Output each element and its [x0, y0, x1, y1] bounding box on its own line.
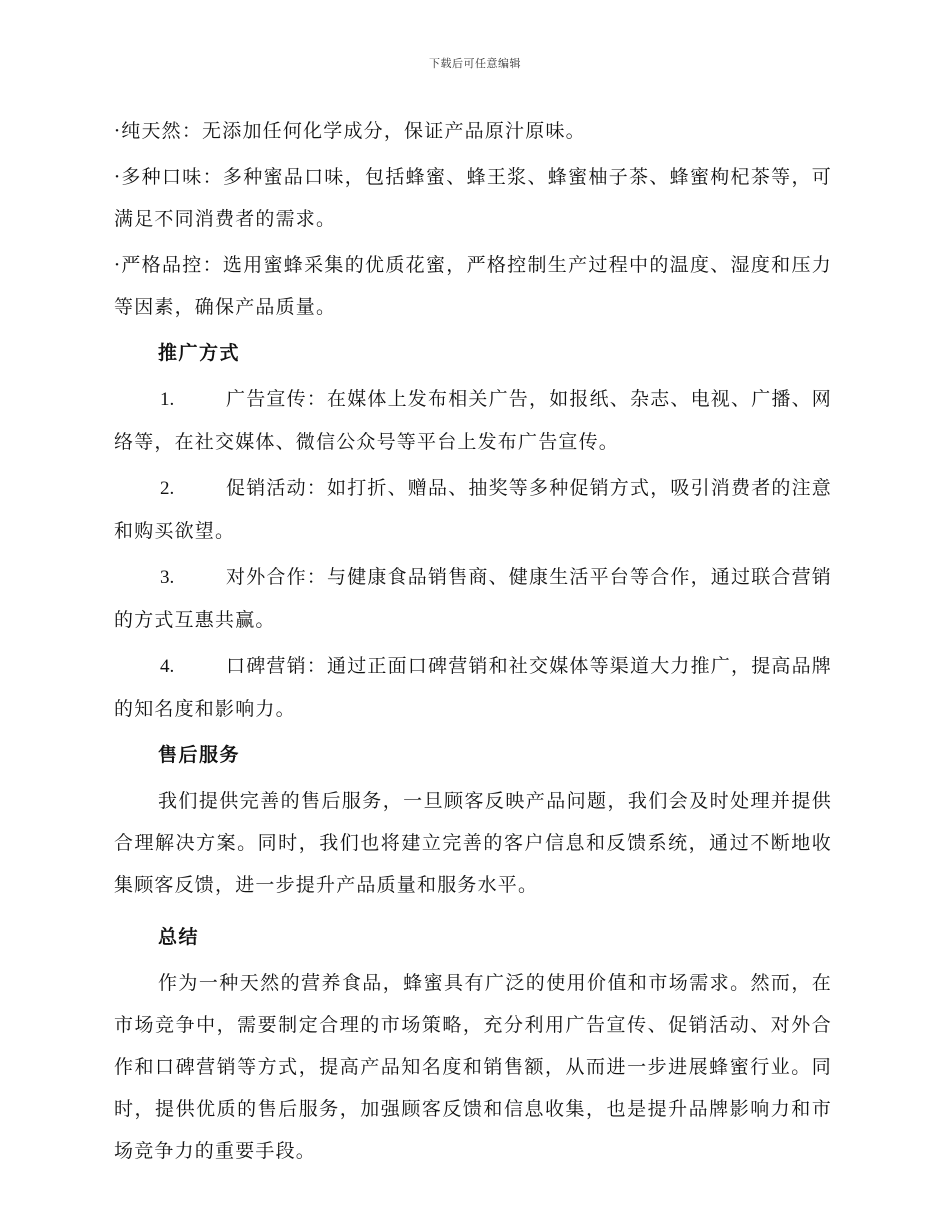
list-number: 2.: [160, 478, 175, 499]
list-number: 1.: [160, 389, 175, 410]
list-number: 4.: [160, 656, 175, 677]
list-item-text: 对外合作：与健康食品销售商、健康生活平台等合作，通过联合营销的方式互惠共赢。: [114, 566, 833, 631]
document-body: [114, 110, 832, 1182]
promotion-item: [114, 645, 832, 730]
section-heading-after-sales: 售后服务: [158, 744, 241, 766]
feature-item-natural: ·纯天然：无添加任何化学成分，保证产品原汁原味。: [114, 120, 586, 142]
list-item-text: 口碑营销：通过正面口碑营销和社交媒体等渠道大力推广，提高品牌的知名度和影响力。: [114, 655, 833, 720]
section-heading-promotion: 推广方式: [158, 342, 241, 364]
section-heading-summary: 总结: [158, 926, 200, 948]
summary-paragraph: 作为一种天然的营养食品，蜂蜜具有广泛的使用价值和市场需求。然而，在市场竞争中，需要制定合理的市场策略，充分利用广告宣传、促销活动、对外合作和口碑营销等方式，提高产品知名度和销售额，从而进一步进展蜂蜜行业。同时，提供优质的售后服务，加强顾客反馈和信息收集，也是提升品牌影响力和市场竞争力的重要手段。: [114, 972, 832, 1162]
header-note: 下载后可任意编辑: [429, 57, 521, 70]
feature-item-quality-control: ·严格品控：选用蜜蜂采集的优质花蜜，严格控制生产过程中的温度、湿度和压力等因素，确保产品质量。: [114, 254, 832, 318]
promotion-item: [114, 378, 832, 463]
promotion-item: [114, 556, 832, 641]
after-sales-paragraph: 我们提供完善的售后服务，一旦顾客反映产品问题，我们会及时处理并提供合理解决方案。同时，我们也将建立完善的客户信息和反馈系统，通过不断地收集顾客反馈，进一步提升产品质量和服务水平。: [114, 790, 832, 896]
list-item-text: 促销活动：如打折、赠品、抽奖等多种促销方式，吸引消费者的注意和购买欲望。: [114, 477, 833, 542]
list-item-text: 广告宣传：在媒体上发布相关广告，如报纸、杂志、电视、广播、网络等，在社交媒体、微信公众号等平台上发布广告宣传。: [114, 388, 833, 453]
feature-item-flavors: ·多种口味：多种蜜品口味，包括蜂蜜、蜂王浆、蜂蜜柚子茶、蜂蜜枸杞茶等，可满足不同消费者的需求。: [114, 166, 832, 230]
list-number: 3.: [160, 567, 175, 588]
promotion-item: [114, 467, 832, 552]
